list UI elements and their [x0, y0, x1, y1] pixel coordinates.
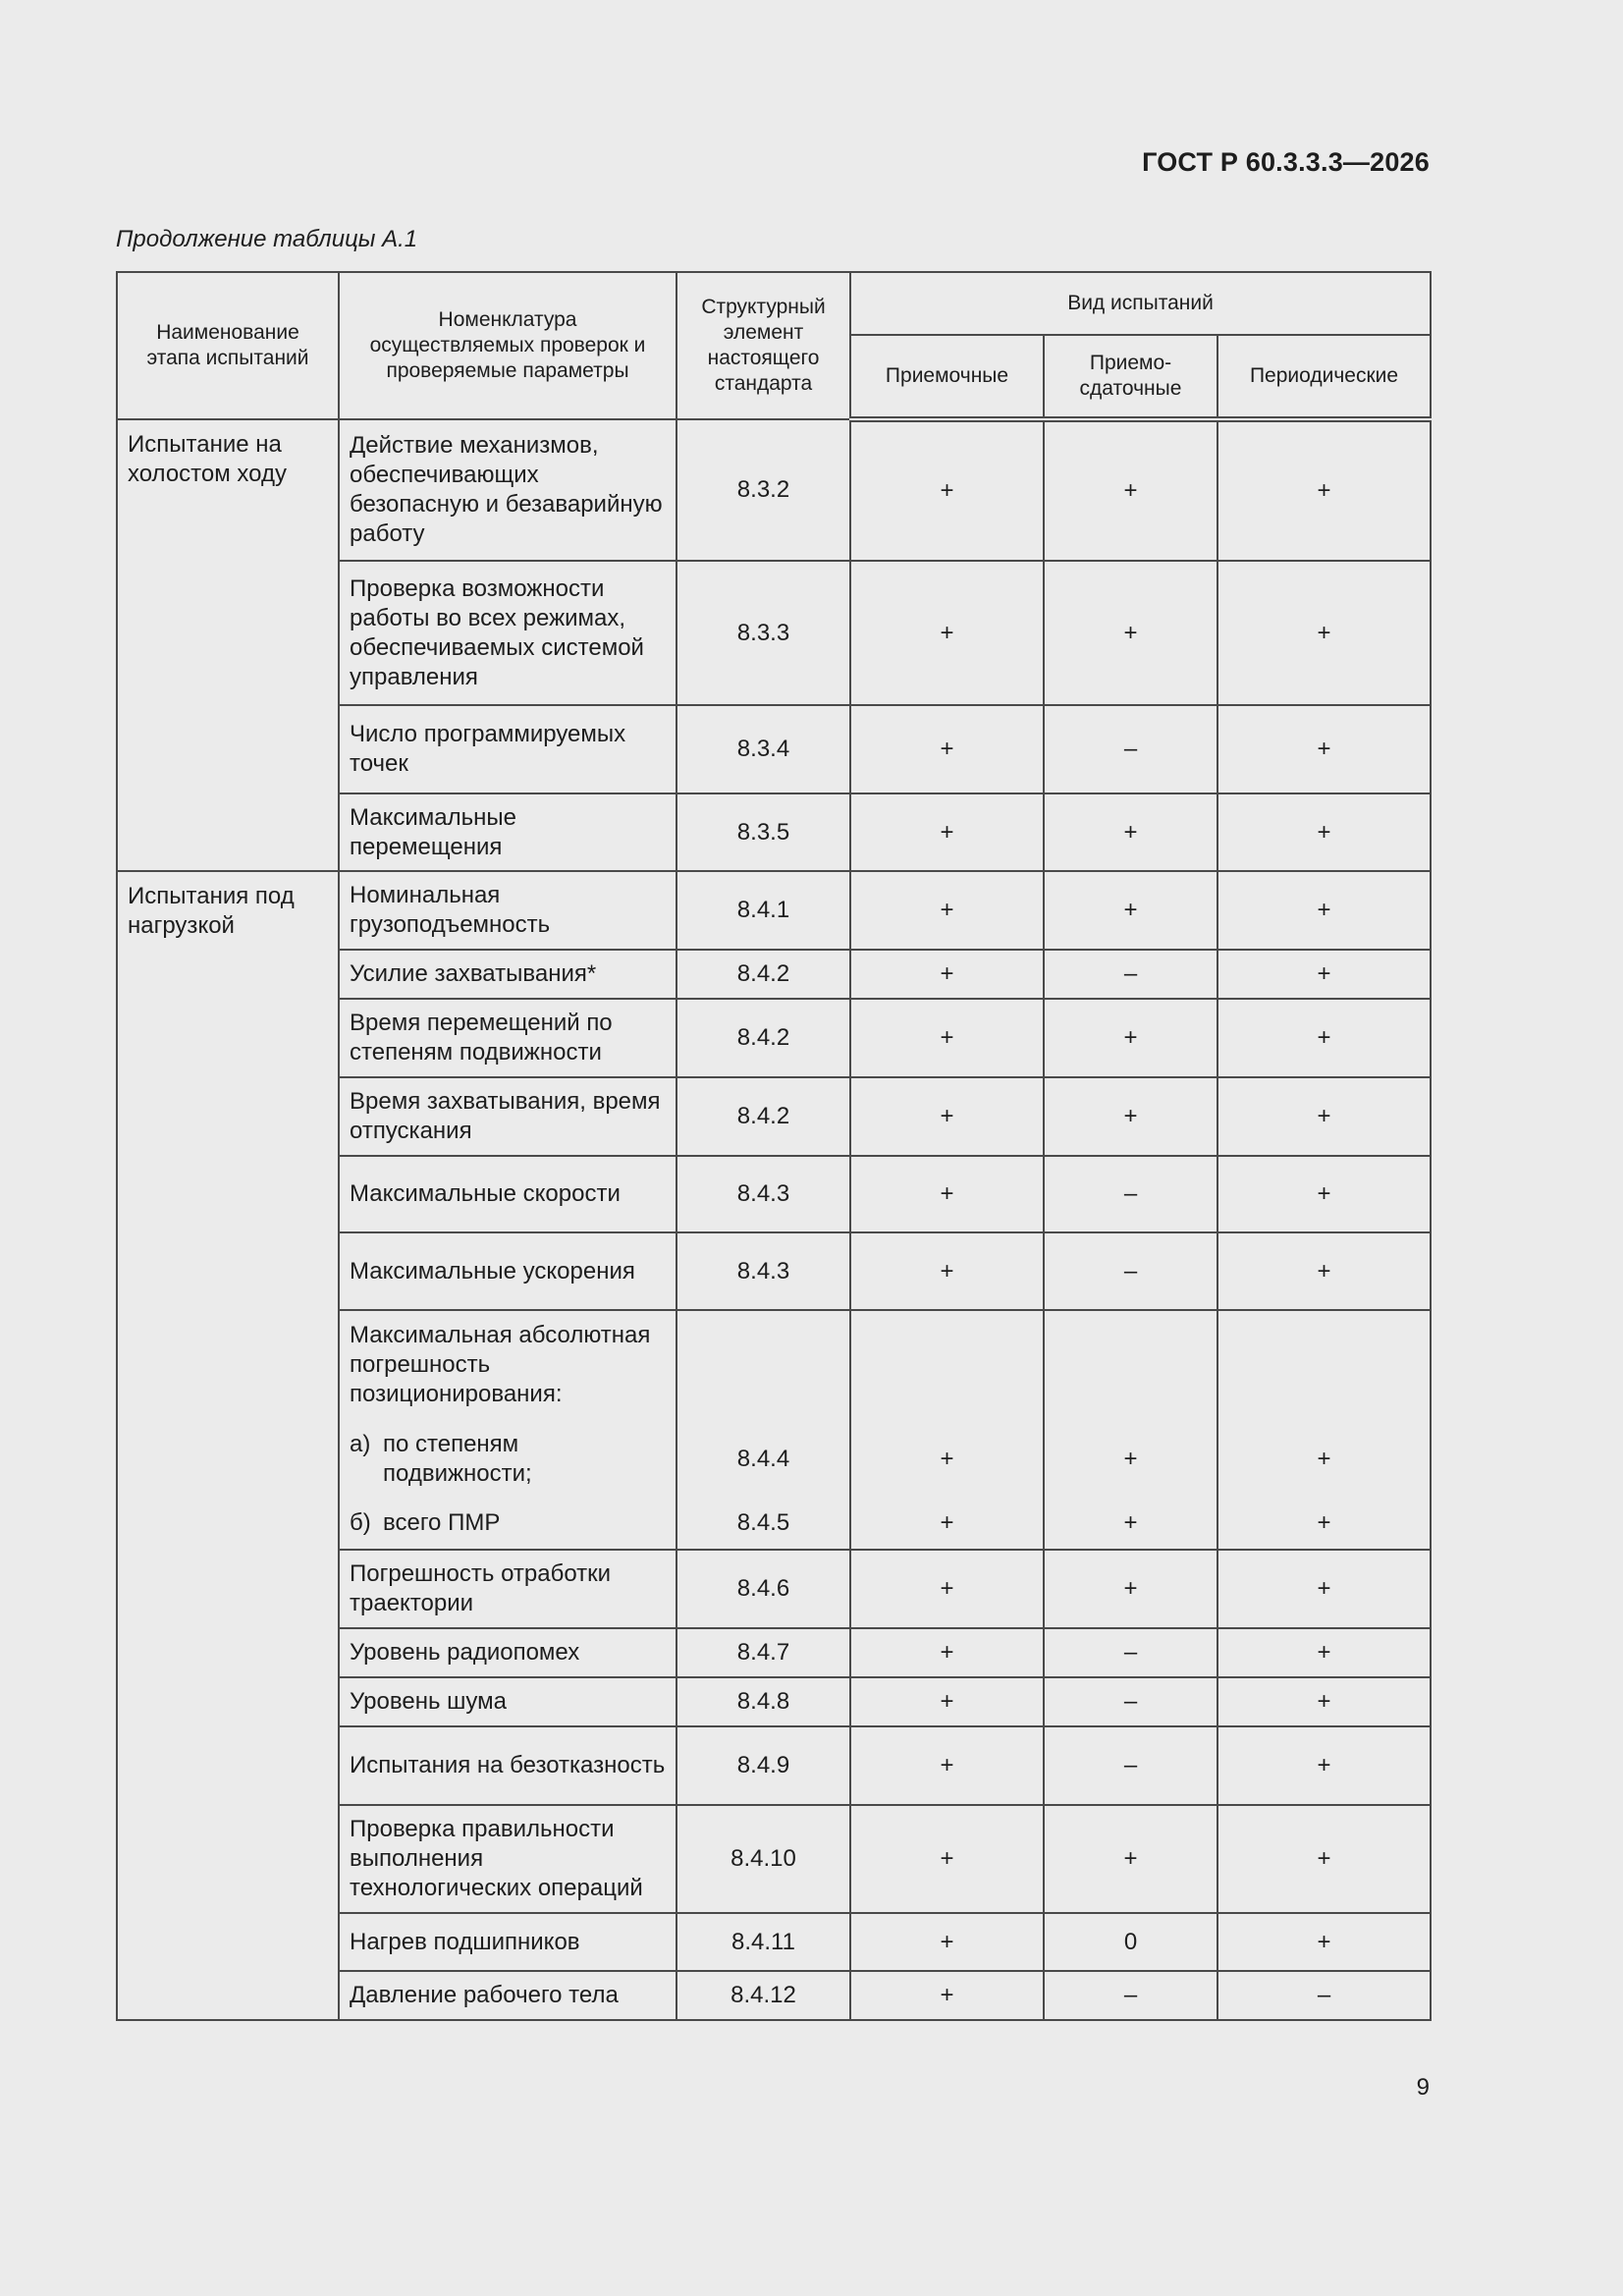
element-cell: 8.3.2: [676, 419, 850, 561]
document-code: ГОСТ Р 60.3.3.3—2026: [1142, 147, 1430, 177]
handover-cell: –: [1044, 950, 1217, 999]
periodic-cell: +: [1217, 793, 1431, 871]
param-cell: Число программируемых точек: [339, 705, 676, 793]
acceptance-cell: +: [850, 1971, 1044, 2020]
stage-load: Испытания под нагрузкой: [117, 871, 339, 2020]
param-cell: Уровень радиопомех: [339, 1628, 676, 1677]
handover-cell: +: [1044, 419, 1217, 561]
header-stage: Наименование этапа испытаний: [117, 272, 339, 419]
handover-cell: –: [1044, 1971, 1217, 2020]
element-cell: 8.4.5: [676, 1497, 850, 1550]
element-cell: 8.3.3: [676, 561, 850, 705]
acceptance-cell: +: [850, 561, 1044, 705]
header-periodic: Периодические: [1217, 335, 1431, 419]
handover-cell: +: [1044, 561, 1217, 705]
element-cell: 8.3.4: [676, 705, 850, 793]
param-cell: Время перемещений по степеням подвижности: [339, 999, 676, 1077]
acceptance-cell: +: [850, 705, 1044, 793]
periodic-cell: –: [1217, 1971, 1431, 2020]
handover-cell: +: [1044, 1077, 1217, 1156]
acceptance-cell: +: [850, 1913, 1044, 1971]
periodic-cell: +: [1217, 1156, 1431, 1232]
item-text: всего ПМР: [383, 1508, 501, 1536]
acceptance-cell: +: [850, 419, 1044, 561]
periodic-cell: +: [1217, 1550, 1431, 1628]
element-cell: 8.4.11: [676, 1913, 850, 1971]
element-cell: 8.4.6: [676, 1550, 850, 1628]
periodic-cell: +: [1217, 950, 1431, 999]
periodic-cell: +: [1217, 561, 1431, 705]
handover-cell: +: [1044, 871, 1217, 950]
acceptance-cell: +: [850, 1677, 1044, 1726]
param-cell: Максимальная абсолютная погрешность позиционирования:: [339, 1310, 676, 1421]
stage-idle: Испытание на холостом ходу: [117, 419, 339, 871]
param-cell: Проверка возможности работы во всех режимах, обеспечиваемых системой управления: [339, 561, 676, 705]
header-acceptance: Приемочные: [850, 335, 1044, 419]
periodic-cell: +: [1217, 1497, 1431, 1550]
element-cell: 8.4.3: [676, 1232, 850, 1310]
acceptance-cell: +: [850, 950, 1044, 999]
element-cell: 8.4.7: [676, 1628, 850, 1677]
handover-cell: –: [1044, 705, 1217, 793]
handover-cell: +: [1044, 1421, 1217, 1497]
handover-cell: +: [1044, 1550, 1217, 1628]
element-cell: [676, 1310, 850, 1421]
periodic-cell: +: [1217, 1805, 1431, 1913]
param-cell: Максимальные скорости: [339, 1156, 676, 1232]
acceptance-cell: +: [850, 1497, 1044, 1550]
handover-cell: [1044, 1310, 1217, 1421]
periodic-cell: +: [1217, 1232, 1431, 1310]
table-row: [117, 871, 1431, 950]
handover-cell: +: [1044, 1497, 1217, 1550]
param-cell: Погрешность отработки траектории: [339, 1550, 676, 1628]
tests-table: [116, 271, 1432, 2021]
periodic-cell: +: [1217, 1913, 1431, 1971]
acceptance-cell: +: [850, 1726, 1044, 1805]
handover-cell: +: [1044, 1805, 1217, 1913]
param-cell: Давление рабочего тела: [339, 1971, 676, 2020]
periodic-cell: [1217, 1310, 1431, 1421]
header-element: Структурный элемент настоящего стандарта: [676, 272, 850, 419]
element-cell: 8.4.9: [676, 1726, 850, 1805]
element-cell: 8.4.8: [676, 1677, 850, 1726]
element-cell: 8.4.3: [676, 1156, 850, 1232]
param-cell: [339, 1497, 676, 1550]
element-cell: 8.4.12: [676, 1971, 850, 2020]
acceptance-cell: +: [850, 1421, 1044, 1497]
handover-cell: –: [1044, 1232, 1217, 1310]
param-cell: Максимальные перемещения: [339, 793, 676, 871]
periodic-cell: +: [1217, 1628, 1431, 1677]
page-number: 9: [1416, 2074, 1430, 2101]
acceptance-cell: +: [850, 871, 1044, 950]
element-cell: 8.4.1: [676, 871, 850, 950]
acceptance-cell: [850, 1310, 1044, 1421]
param-cell: Испытания на безотказность: [339, 1726, 676, 1805]
param-cell: Время захватывания, время отпускания: [339, 1077, 676, 1156]
param-cell: Действие механизмов, обеспечивающих безопасную и безаварийную работу: [339, 419, 676, 561]
element-cell: 8.4.4: [676, 1421, 850, 1497]
periodic-cell: +: [1217, 1726, 1431, 1805]
periodic-cell: +: [1217, 1421, 1431, 1497]
handover-cell: +: [1044, 999, 1217, 1077]
periodic-cell: +: [1217, 871, 1431, 950]
handover-cell: –: [1044, 1156, 1217, 1232]
element-cell: 8.4.2: [676, 999, 850, 1077]
acceptance-cell: +: [850, 1232, 1044, 1310]
param-cell: [339, 1421, 676, 1497]
header-handover: Приемо-сдаточные: [1044, 335, 1217, 419]
handover-cell: –: [1044, 1628, 1217, 1677]
acceptance-cell: +: [850, 1805, 1044, 1913]
handover-cell: +: [1044, 793, 1217, 871]
item-text: по степеням подвижности;: [383, 1430, 532, 1487]
item-marker: б): [350, 1508, 371, 1536]
acceptance-cell: +: [850, 999, 1044, 1077]
param-cell: Уровень шума: [339, 1677, 676, 1726]
element-cell: 8.4.2: [676, 950, 850, 999]
acceptance-cell: +: [850, 1077, 1044, 1156]
table-caption: Продолжение таблицы А.1: [116, 226, 418, 252]
param-cell: Проверка правильности выполнения технологических операций: [339, 1805, 676, 1913]
item-marker: а): [350, 1430, 371, 1457]
param-cell: Усилие захватывания*: [339, 950, 676, 999]
periodic-cell: +: [1217, 999, 1431, 1077]
handover-cell: 0: [1044, 1913, 1217, 1971]
param-cell: Максимальные ускорения: [339, 1232, 676, 1310]
param-cell: Номинальная грузоподъемность: [339, 871, 676, 950]
param-cell: Нагрев подшипников: [339, 1913, 676, 1971]
element-cell: 8.3.5: [676, 793, 850, 871]
periodic-cell: +: [1217, 1677, 1431, 1726]
periodic-cell: +: [1217, 705, 1431, 793]
header-test-types: Вид испытаний: [850, 272, 1431, 335]
element-cell: 8.4.2: [676, 1077, 850, 1156]
handover-cell: –: [1044, 1677, 1217, 1726]
handover-cell: –: [1044, 1726, 1217, 1805]
acceptance-cell: +: [850, 793, 1044, 871]
acceptance-cell: +: [850, 1628, 1044, 1677]
element-cell: 8.4.10: [676, 1805, 850, 1913]
table-row: [117, 419, 1431, 561]
periodic-cell: +: [1217, 1077, 1431, 1156]
header-params: Номенклатура осуществляемых проверок и проверяемые параметры: [339, 272, 676, 419]
acceptance-cell: +: [850, 1156, 1044, 1232]
periodic-cell: +: [1217, 419, 1431, 561]
acceptance-cell: +: [850, 1550, 1044, 1628]
